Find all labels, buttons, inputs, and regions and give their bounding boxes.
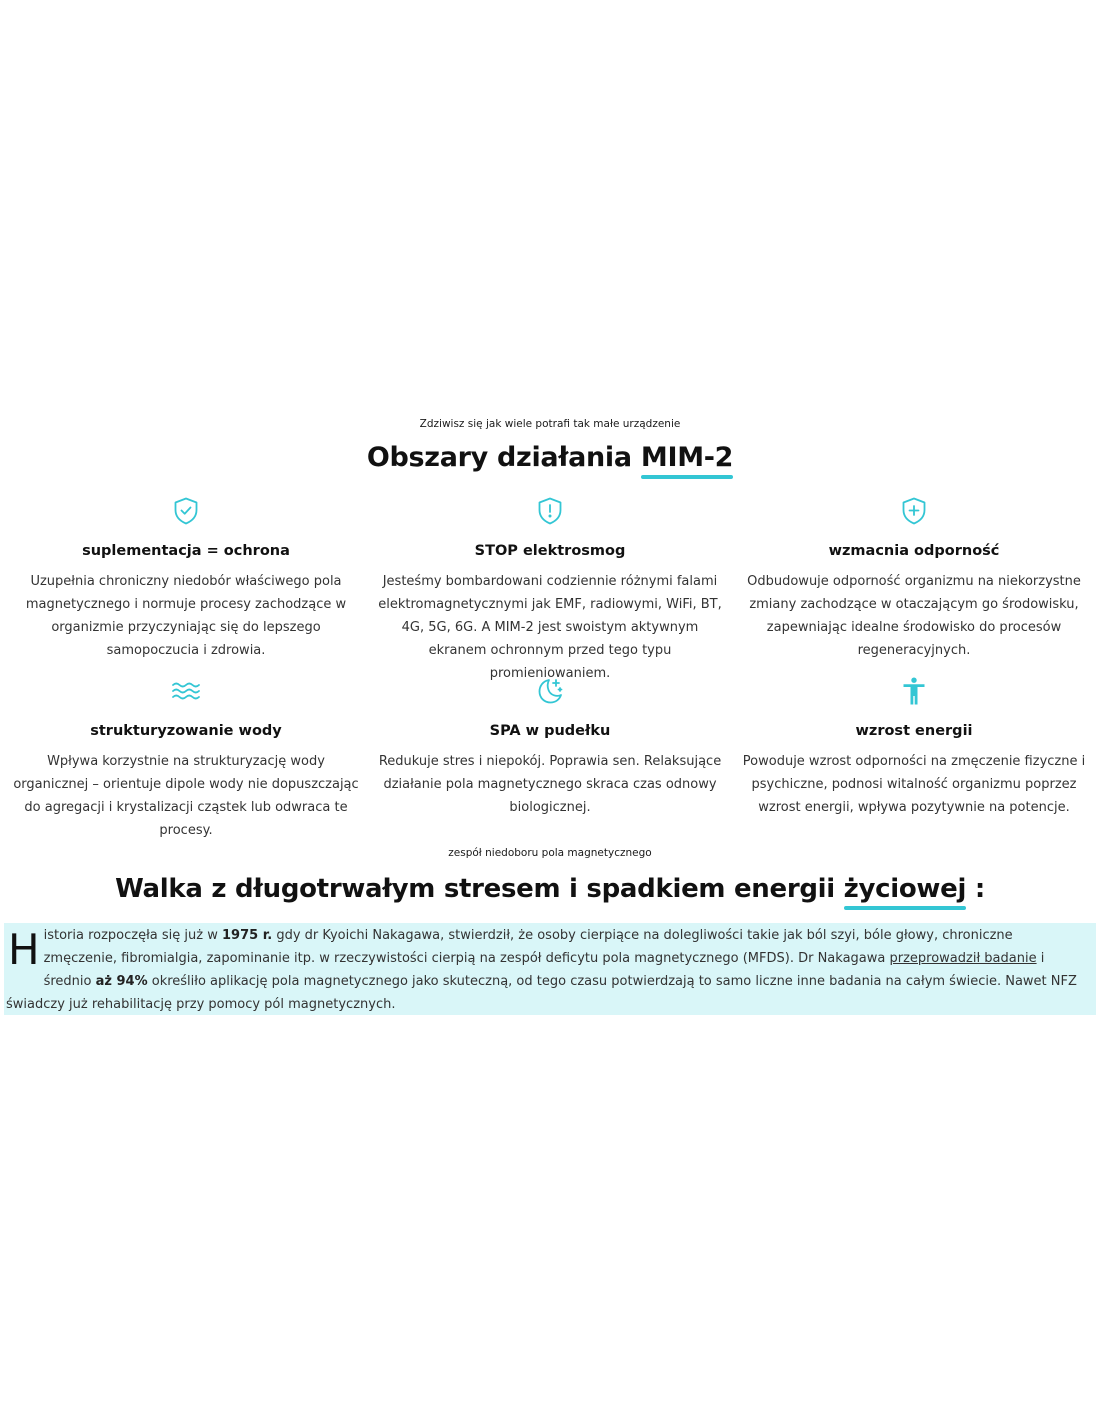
feature-card xyxy=(731,676,1097,819)
story-heading-text: Walka z długotrwałym stresem i spadkiem energii xyxy=(115,874,844,904)
feature-title: SPA w pudełku xyxy=(489,723,611,739)
story-dropcap: H xyxy=(8,925,40,974)
person-energy-icon xyxy=(899,676,929,706)
feature-text: Wpływa korzystnie na strukturyzację wody organicznej – orientuje dipole wody nie dopuszczając do agregacji i krystalizacji cząstek lub odwraca te procesy. xyxy=(13,754,359,838)
story-percentage: aż 94% xyxy=(95,974,148,989)
feature-card xyxy=(367,676,733,819)
story-text: i średnio xyxy=(43,951,1045,989)
feature-text: Uzupełnia chroniczny niedobór właściwego pola magnetycznego i normuje procesy zachodzące w organizmie przyczyniając się do lepszego samopoczucia i zdrowia. xyxy=(25,574,347,658)
features-heading-highlight: MIM-2 xyxy=(641,436,733,480)
features-heading xyxy=(0,436,1100,480)
feature-card xyxy=(3,496,369,662)
feature-text: Jesteśmy bombardowani codziennie różnymi falami elektromagnetycznymi jak EMF, radiowymi, WiFi, BT, 4G, 5G, 6G. A MIM-2 jest swoistym aktywnym ekranem ochronnym przed tego typu promieniowaniem. xyxy=(378,574,722,681)
feature-card xyxy=(367,496,733,685)
water-waves-icon xyxy=(171,676,201,706)
story-text: określiło aplikację pola magnetycznego jako skuteczną, od tego czasu potwierdzają to samo liczne inne badania na całym świecie. Nawet NFZ świadczy już rehabilitację przy pomocy pól magnetycznych. xyxy=(6,974,1077,1012)
feature-card xyxy=(3,676,369,842)
shield-plus-icon xyxy=(899,496,929,526)
feature-text: Redukuje stres i niepokój. Poprawia sen. Relaksujące działanie pola magnetycznego skraca czas odnowy biologicznej. xyxy=(378,754,722,815)
feature-title: strukturyzowanie wody xyxy=(90,723,282,739)
story-kicker: zespół niedoboru pola magnetycznego xyxy=(448,847,652,859)
feature-text: Powoduje wzrost odporności na zmęczenie fizyczne i psychiczne, podnosi witalność organizmu poprzez wzrost energii, wpływa pozytywnie na potencje. xyxy=(742,754,1086,815)
story-text: gdy dr Kyoichi Nakagawa, stwierdził, że osoby cierpiące na dolegliwości takie jak ból szyi, bóle głowy, chroniczne zmęczenie, fibromialgia, zapominanie itp. w rzeczywistości cierpią na zespół deficytu pola magnetycznego (MFDS). Dr Nakagawa xyxy=(43,928,1013,966)
feature-text: Odbudowuje odporność organizmu na niekorzystne zmiany zachodzące w otaczającym go środowisku, zapewniając idealne środowisko do procesów regeneracyjnych. xyxy=(747,574,1081,658)
features-kicker: Zdziwisz się jak wiele potrafi tak małe urządzenie xyxy=(419,418,681,430)
story-text: istoria rozpoczęła się już w xyxy=(43,928,222,943)
story-heading-suffix: : xyxy=(966,874,985,904)
study-link[interactable]: przeprowadził badanie xyxy=(889,951,1037,966)
story-heading xyxy=(0,867,1100,911)
feature-title: suplementacja = ochrona xyxy=(82,543,290,559)
shield-check-icon xyxy=(171,496,201,526)
shield-alert-icon xyxy=(535,496,565,526)
feature-title: STOP elektrosmog xyxy=(474,543,626,559)
features-section xyxy=(0,414,1100,838)
story-heading-highlight: życiowej xyxy=(844,867,966,911)
features-heading-text: Obszary działania xyxy=(366,442,641,473)
story-year: 1975 r. xyxy=(221,928,273,943)
story-paragraph-box xyxy=(4,923,1096,1015)
moon-stars-icon xyxy=(535,676,565,706)
feature-title: wzrost energii xyxy=(855,723,973,739)
story-header xyxy=(0,843,1100,911)
feature-card xyxy=(731,496,1097,662)
feature-title: wzmacnia odporność xyxy=(828,543,1000,559)
